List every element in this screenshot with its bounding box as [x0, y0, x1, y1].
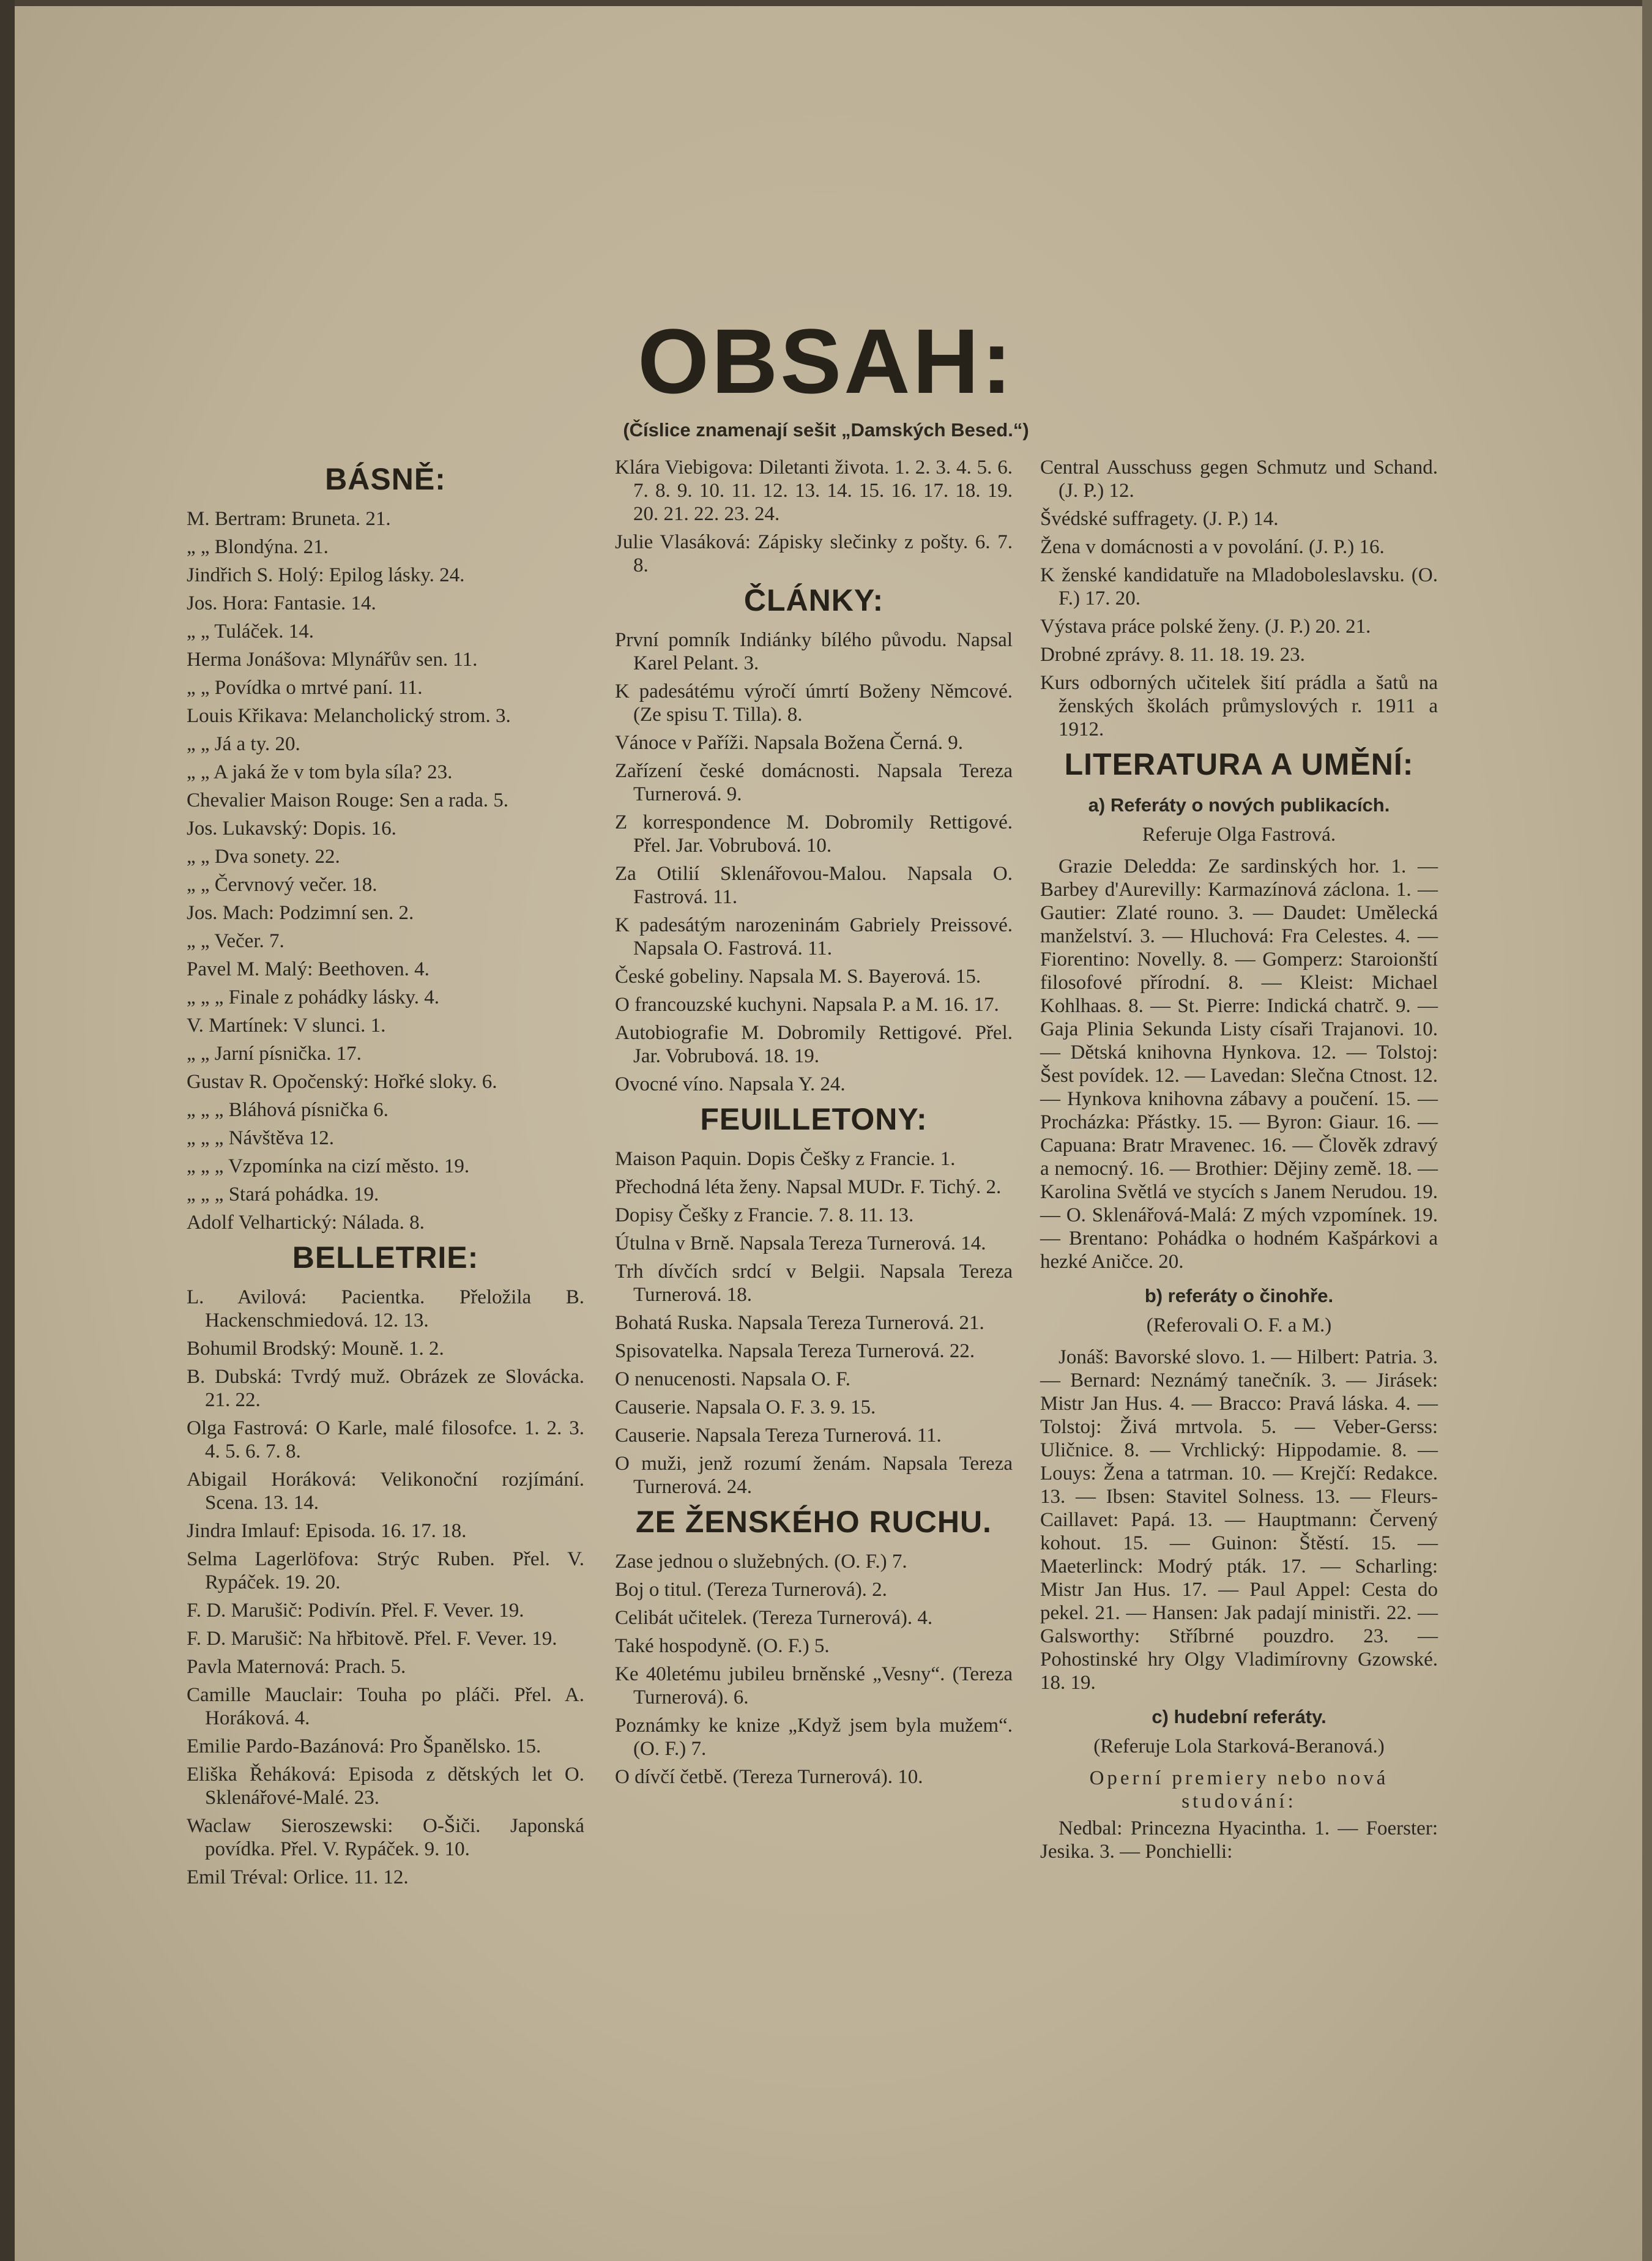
toc-entry: Švédské suffragety. (J. P.) 14. — [1040, 508, 1279, 530]
toc-entry: O nenucenosti. Napsala O. F. — [615, 1368, 851, 1390]
page-title: OBSAH: — [638, 310, 1014, 412]
toc-entry: Boj o titul. (Tereza Turnerová). 2. — [615, 1579, 887, 1601]
toc-entry: Celibát učitelek. (Tereza Turnerová). 4. — [615, 1607, 933, 1629]
toc-entry: Jos. Lukavský: Dopis. 16. — [187, 818, 396, 840]
toc-entry: V. Martínek: V slunci. 1. — [187, 1015, 386, 1037]
toc-entry: F. D. Marušič: Na hřbitově. Přel. F. Vever. 19. — [187, 1628, 557, 1650]
toc-entry: „ „ Dva sonety. 22. — [187, 846, 340, 868]
subsection-heading: c) hudební referáty. — [1152, 1706, 1326, 1727]
toc-entry: Zařízení české domácnosti. Napsala Tereza Turnerová. 9. — [615, 760, 1013, 805]
toc-entry: K padesátému výročí úmrtí Boženy Němcové. (Ze spisu T. Tilla). 8. — [615, 680, 1013, 726]
toc-entry: Z korrespondence M. Dobromily Rettigové. Přel. Jar. Vobrubová. 10. — [615, 811, 1013, 857]
toc-entry: Přechodná léta ženy. Napsal MUDr. F. Tichý. 2. — [615, 1176, 1002, 1198]
toc-entry: O dívčí četbě. (Tereza Turnerová). 10. — [615, 1766, 923, 1788]
toc-entry: Maison Paquin. Dopis Češky z Francie. 1. — [615, 1148, 956, 1170]
toc-entry: Herma Jonášova: Mlynářův sen. 11. — [187, 649, 478, 671]
column-right — [1040, 456, 1438, 1872]
toc-entry: Trh dívčích srdcí v Belgii. Napsala Tereza Turnerová. 18. — [615, 1261, 1013, 1306]
toc-entry: „ „ Blondýna. 21. — [187, 536, 329, 558]
toc-entry: „ „ Jarní písnička. 17. — [187, 1043, 362, 1065]
toc-entry: Eliška Řeháková: Episoda z dětských let O. Sklenářové-Malé. 23. — [187, 1764, 584, 1809]
toc-entry: „ „ Tuláček. 14. — [187, 620, 314, 643]
toc-entry: Vánoce v Paříži. Napsala Božena Černá. 9. — [615, 732, 964, 754]
subsection-heading: a) Referáty o nových publikacích. — [1088, 794, 1390, 816]
toc-entry: Útulna v Brně. Napsala Tereza Turnerová. 14. — [615, 1232, 986, 1254]
toc-entry: „ „ Červnový večer. 18. — [187, 874, 378, 896]
toc-entry: Gustav R. Opočenský: Hořké sloky. 6. — [187, 1071, 497, 1093]
toc-entry: Julie Vlasáková: Zápisky slečinky z pošty. 6. 7. 8. — [615, 531, 1013, 576]
spaced-caption: Operní premiery nebo nová studování: — [1089, 1767, 1389, 1812]
toc-entry: Pavla Maternová: Prach. 5. — [187, 1656, 406, 1678]
toc-entry: Olga Fastrová: O Karle, malé filosofce. 1. 2. 3. 4. 5. 6. 7. 8. — [187, 1417, 584, 1462]
toc-entry: B. Dubská: Tvrdý muž. Obrázek ze Slovácka. 21. 22. — [187, 1366, 584, 1411]
toc-entry: Výstava práce polské ženy. (J. P.) 20. 21. — [1040, 616, 1371, 638]
toc-entry: Louis Křikava: Melancholický strom. 3. — [187, 705, 511, 727]
toc-entry: Causerie. Napsala O. F. 3. 9. 15. — [615, 1396, 876, 1418]
toc-entry: „ „ „ Bláhová písnička 6. — [187, 1099, 389, 1121]
review-paragraph: Grazie Deledda: Ze sardinských hor. 1. — Barbey d'Aurevilly: Karmazínová záclona. 1. — Gautier: Zlaté rouno. 3. — Daudet: Umělecká manželství. 3. — Hluchová: Fra Celestes. 4. — Fiorentino: Novelly. 8. — Gomperz: Staroionští filosofové přírodní. 8. — Kleist: Michael Kohlhaas. 8. — St. Pierre: Indická chatrč. 9. — Gaja Plinia Sekunda Listy císaři Trajanovi. 10. — Dětská knihovna Hynkova. 12. — Tolstoj: Šest povídek. 12. — Lavedan: Slečna Ctnost. 12. — Hynkova knihovna zábavy a poučení. 15. — Procházka: Přástky. 15. — Byron: Giaur. 16. — Capuana: Bratr Mravenec. 16. — Člověk zdravý a nemocný. 16. — Brothier: Dějiny země. 18. — Karolina Světlá ve stycích s Janem Nerudou. 19. — O. Sklenářová-Malá: Z mých vzpomínek. 19. — Brentano: Pohádka o hodném Kašpárkovi a hezké Aničce. 20. — [1040, 855, 1438, 1273]
section-heading: BÁSNĚ: — [325, 462, 446, 496]
toc-entry: L. Avilová: Pacientka. Přeložila B. Hackenschmiedová. 12. 13. — [187, 1286, 584, 1332]
toc-entry: „ „ Já a ty. 20. — [187, 733, 300, 755]
toc-entry: Za Otilií Sklenářovou-Malou. Napsala O. Fastrová. 11. — [615, 863, 1013, 908]
toc-entry: Causerie. Napsala Tereza Turnerová. 11. — [615, 1425, 942, 1447]
toc-entry: České gobeliny. Napsala M. S. Bayerová. 15. — [615, 966, 981, 988]
toc-entry: Klára Viebigova: Diletanti života. 1. 2. 3. 4. 5. 6. 7. 8. 9. 10. 11. 12. 13. 14. 15. 16. 17. 18. 19. 20. 21. 22. 23. 24. — [615, 456, 1013, 525]
toc-entry: „ „ „ Finale z pohádky lásky. 4. — [187, 986, 439, 1008]
page-top-edge — [0, 0, 1652, 6]
toc-entry: Poznámky ke knize „Když jsem byla mužem“. (O. F.) 7. — [615, 1715, 1013, 1760]
toc-entry: „ „ „ Návštěva 12. — [187, 1127, 334, 1149]
toc-entry: Jindra Imlauf: Episoda. 16. 17. 18. — [187, 1520, 467, 1542]
toc-entry: Jos. Hora: Fantasie. 14. — [187, 592, 376, 614]
toc-entry: „ „ „ Vzpomínka na cizí město. 19. — [187, 1155, 470, 1177]
toc-entry: Ovocné víno. Napsala Y. 24. — [615, 1073, 846, 1095]
toc-entry: Waclaw Sieroszewski: O-Šiči. Japonská povídka. Přel. V. Rypáček. 9. 10. — [187, 1815, 584, 1860]
column-middle — [615, 456, 1013, 1794]
section-heading: ZE ŽENSKÉHO RUCHU. — [636, 1505, 992, 1539]
reviewer-note: Referuje Olga Fastrová. — [1142, 824, 1336, 846]
toc-entry: Žena v domácnosti a v povolání. (J. P.) 16. — [1040, 536, 1385, 558]
toc-entry: O francouzské kuchyni. Napsala P. a M. 16. 17. — [615, 994, 999, 1016]
toc-entry: Autobiografie M. Dobromily Rettigové. Přel. Jar. Vobrubová. 18. 19. — [615, 1022, 1013, 1067]
toc-entry: Jos. Mach: Podzimní sen. 2. — [187, 902, 414, 924]
toc-entry: Central Ausschuss gegen Schmutz und Schand. (J. P.) 12. — [1040, 456, 1438, 502]
toc-entry: Bohatá Ruska. Napsala Tereza Turnerová. 21. — [615, 1312, 984, 1334]
toc-entry: M. Bertram: Bruneta. 21. — [187, 508, 391, 530]
review-paragraph: Jonáš: Bavorské slovo. 1. — Hilbert: Patria. 3. — Bernard: Neznámý tanečník. 3. — Jirásek: Mistr Jan Hus. 4. — Bracco: Pravá láska. 4. — Tolstoj: Živá mrtvola. 5. — Veber-Gerss: Uličnice. 8. — Vrchlický: Hippodamie. 8. — Louys: Žena a tatrman. 10. — Krejčí: Redakce. 13. — Ibsen: Stavitel Solness. 13. — Fleurs-Caillavet: Papá. 13. — Hauptmann: Červený kohout. 15. — Guinon: Štěstí. 15. — Maeterlinck: Modrý pták. 17. — Scharling: Mistr Jan Hus. 17. — Paul Appel: Cesta do pekel. 21. — Hansen: Jak padají ministři. 22. — Galsworthy: Stříbrné pouzdro. 23. — Pohostinské hry Olgy Vladimírovny Gzowské. 18. 19. — [1040, 1346, 1438, 1694]
toc-entry: Emilie Pardo-Bazánová: Pro Španělsko. 15. — [187, 1735, 541, 1757]
toc-entry: Drobné zprávy. 8. 11. 18. 19. 23. — [1040, 644, 1305, 666]
toc-entry: „ „ A jaká že v tom byla síla? 23. — [187, 761, 453, 783]
toc-entry: Dopisy Češky z Francie. 7. 8. 11. 13. — [615, 1204, 914, 1226]
toc-entry: Pavel M. Malý: Beethoven. 4. — [187, 958, 430, 980]
section-heading: FEUILLETONY: — [700, 1102, 928, 1136]
toc-entry: Adolf Velhartický: Nálada. 8. — [187, 1212, 425, 1234]
toc-entry: „ „ Povídka o mrtvé paní. 11. — [187, 677, 423, 699]
toc-entry: Jindřich S. Holý: Epilog lásky. 24. — [187, 564, 465, 586]
toc-entry: O muži, jenž rozumí ženám. Napsala Tereza Turnerová. 24. — [615, 1453, 1013, 1498]
section-heading: BELLETRIE: — [292, 1240, 479, 1275]
toc-entry: K padesátým narozeninám Gabriely Preissové. Napsala O. Fastrová. 11. — [615, 914, 1013, 959]
reviewer-note: (Referovali O. F. a M.) — [1146, 1314, 1332, 1336]
toc-entry: Emil Tréval: Orlice. 11. 12. — [187, 1866, 409, 1888]
reviewer-note: (Referuje Lola Starková-Beranová.) — [1093, 1735, 1385, 1757]
review-paragraph: Nedbal: Princezna Hyacintha. 1. — Foerster: Jesika. 3. — Ponchielli: — [1040, 1817, 1438, 1863]
section-heading: LITERATURA A UMĚNÍ: — [1064, 747, 1414, 781]
toc-entry: Také hospodyně. (O. F.) 5. — [615, 1635, 830, 1657]
toc-entry: Spisovatelka. Napsala Tereza Turnerová. 22. — [615, 1340, 975, 1362]
subsection-heading: b) referáty o činohře. — [1144, 1285, 1334, 1306]
toc-entry: První pomník Indiánky bílého původu. Napsal Karel Pelant. 3. — [615, 629, 1013, 674]
toc-entry: „ „ Večer. 7. — [187, 930, 285, 952]
toc-entry: Abigail Horáková: Velikonoční rozjímání. Scena. 13. 14. — [187, 1469, 584, 1514]
toc-entry: K ženské kandidatuře na Mladoboleslavsku. (O. F.) 17. 20. — [1040, 564, 1438, 609]
toc-entry: Zase jednou o služebných. (O. F.) 7. — [615, 1551, 907, 1573]
column-left — [187, 456, 584, 1894]
toc-entry: Kurs odborných učitelek šití prádla a šatů na ženských školách průmyslových r. 1911 a 1912. — [1040, 672, 1438, 740]
toc-entry: F. D. Marušič: Podivín. Přel. F. Vever. 19. — [187, 1600, 524, 1622]
toc-entry: Camille Mauclair: Touha po pláči. Přel. A. Horáková. 4. — [187, 1684, 584, 1729]
toc-entry: Ke 40letému jubileu brněnské „Vesny“. (Tereza Turnerová). 6. — [615, 1663, 1013, 1708]
toc-entry: Bohumil Brodský: Mouně. 1. 2. — [187, 1338, 444, 1360]
section-heading: ČLÁNKY: — [743, 583, 884, 617]
toc-entry: Chevalier Maison Rouge: Sen a rada. 5. — [187, 789, 509, 811]
page-subtitle: (Číslice znamenají sešit „Damských Besed.“) — [623, 419, 1029, 441]
toc-entry: „ „ „ Stará pohádka. 19. — [187, 1183, 379, 1205]
toc-entry: Selma Lagerlöfova: Strýc Ruben. Přel. V. Rypáček. 19. 20. — [187, 1548, 584, 1593]
